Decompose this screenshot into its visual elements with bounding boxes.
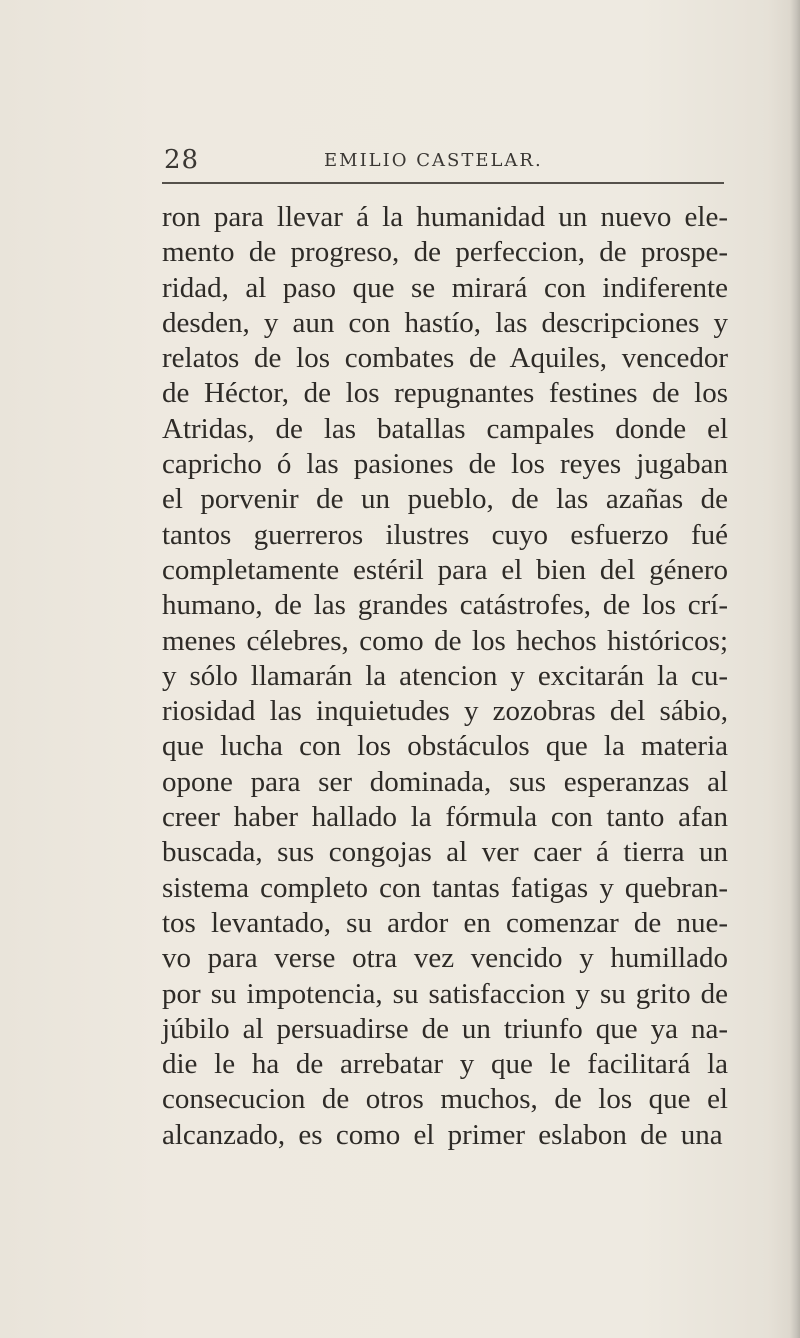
text-line: completamente estéril para el bien del género [162,553,728,586]
text-line: desden, y aun con hastío, las descripciones y [162,306,728,339]
page-edge-shadow [790,0,800,1338]
text-line: buscada, sus congojas al ver caer á tierra un [162,836,728,869]
text-line: menes célebres, como de los hechos históricos; [162,624,728,657]
page-header [164,145,724,185]
body-text [162,200,728,1153]
text-line: riosidad las inquietudes y zozobras del sábio, [162,695,728,728]
text-line: sistema completo con tantas fatigas y quebran- [162,871,728,904]
running-title: EMILIO CASTELAR. [324,150,543,171]
text-line: de Héctor, de los repugnantes festines de los [162,377,728,410]
text-line: que lucha con los obstáculos que la materia [162,730,728,763]
text-line: Atridas, de las batallas campales donde el [162,412,728,445]
text-line: ron para llevar á la humanidad un nuevo ele- [162,201,728,233]
text-line: capricho ó las pasiones de los reyes jugaban [162,448,728,481]
text-line: tos levantado, su ardor en comenzar de nue- [162,906,728,939]
text-line: alcanzado, es como el primer eslabon de una [162,1118,723,1151]
text-line: ridad, al paso que se mirará con indiferente [162,271,728,304]
page-number: 28 [164,145,200,175]
text-line: vo para verse otra vez vencido y humillado [162,942,728,975]
text-line: mento de progreso, de perfeccion, de prospe- [162,236,728,269]
text-line: consecucion de otros muchos, de los que el [162,1083,728,1116]
text-line: por su impotencia, su satisfaccion y su grito de [162,977,728,1010]
text-line: el porvenir de un pueblo, de las azañas de [162,483,728,516]
text-line: júbilo al persuadirse de un triunfo que ya na- [162,1012,728,1045]
text-line: y sólo llamarán la atencion y excitarán la cu- [162,659,728,692]
header-rule [162,182,724,184]
text-line: humano, de las grandes catástrofes, de los crí- [162,589,728,622]
text-line: relatos de los combates de Aquiles, vencedor [162,342,728,375]
text-line: tantos guerreros ilustres cuyo esfuerzo fué [162,518,728,551]
text-line: die le ha de arrebatar y que le facilitará la [162,1048,728,1081]
text-line: creer haber hallado la fórmula con tanto afan [162,801,728,834]
text-line: opone para ser dominada, sus esperanzas al [162,765,728,798]
